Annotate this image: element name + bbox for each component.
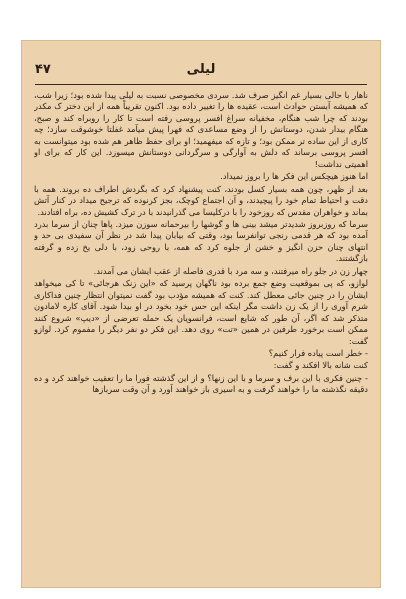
page-header — [35, 62, 367, 85]
page-number: ۴۷ — [35, 62, 51, 77]
paragraph-6: لوازو، که پی بموقعیت وضع جمع برده بود ناگهان پرسید که «این زنک هرجائی» تا کی میخواهد ایشان را در چنین جائی معطل کند. کنت که همیشه مؤدب بود گفت نمیتوان انتظار چنین فداکاری شرم آوری را از یک زن داشت مگر اینکه این حس خود بخود در او بیدا شود. آقای کاره لامادون متذکر شد که اگر، آن طور که شایع است، فرانسویان یک حمله تعرضی از «دیپ» شروع کنند ممکن است برخورد طرفین در همین «تت» روی دهد. این فکر دو نفر دیگر را مفموم کرد. لوازو گفت: — [34, 278, 368, 346]
paragraph-3: بعد از ظهر، چون همه بسیار کسل بودند، کنت پیشنهاد کرد که بگردش اطراف ده بروند. همه با دقت و احتیاط تمام خود را پیچیدند، و آن اجتماع کوچک، بجز کرنوده که ترجیح میداد در کنار آتش بماند و خواهران مقدس که روزخود را با درکلیسا می گذرانیدند با در ترک کشیش ده، براه افتادند. — [34, 183, 368, 217]
running-title: لیلی — [186, 62, 216, 77]
paragraph-8: کنت شانه بالا افکند و گفت: — [273, 360, 368, 371]
paragraph-1: ناهار با حالی بسیار غم انگیز صرف شد. سردی مخصوصی نسبت به لیلی پیدا شده بود؛ زیرا شب، که همیشه آبستن حوادث است، عقیده ها را تغییر داده بود. اکنون تقریباً همه از این دختر ک مکدر بودند که چرا شب هنگام، مخفیانه سراغ افسر پروسی رفته است تا کار را روبراه کند و صبح، هنگام بیدار شدن، دوستانش را از وضع مساعدی که فهرا پیش میآمد غفلتا خوشوقت سازد؛ چه کاری از این ساده تر ممکن بود؛ و تازه که میفهمید؛ او برای حفظ ظاهر هم شده بود میتوانست به افسر پروسی برساند که دلش به آوارگی و سرگردانی دوستانش میسوزد. این کار که برای او اهمیتی نداشت! — [34, 90, 368, 169]
paragraph-9: - چنین فکری با این برف و سرما و با این زنها؟ و از این گذشته فورا ما را تعقیب خواهند کرد و ده دقیقه نگذشته ما را خواهند گرفت و به اسیری باز خواهند آورد و آن وقت سربازها — [34, 372, 368, 395]
page-body-text — [34, 90, 368, 574]
paragraph-5: چهار زن در جلو راه میرفتند، و سه مرد با قدری فاصله از عقب ایشان می آمدند. — [93, 265, 368, 276]
paragraph-2: اما هنوز هیچکس این فکر ها را بروز نمیداد. — [220, 171, 368, 182]
paragraph-4: سرما که روزبروز شدیدتر میشد بینی ها و گوشها را بیرحمانه سوزن میزد. پاها چنان از سرما بدرد آمده بود که هر قدمی رنجی توانفرسا بود، وقتی که بیابان پیدا شد در نظر آن سفیدی بی حد و انتهای چنان حزن انگیز و خشن از جلوه کرد که همه، با روحی زود، با دلی یخ زده و گرفته بازگشتند. — [34, 218, 368, 264]
paragraph-7: - خطر است پیاده فرار کنیم؟ — [268, 347, 368, 358]
book-page — [21, 40, 381, 588]
